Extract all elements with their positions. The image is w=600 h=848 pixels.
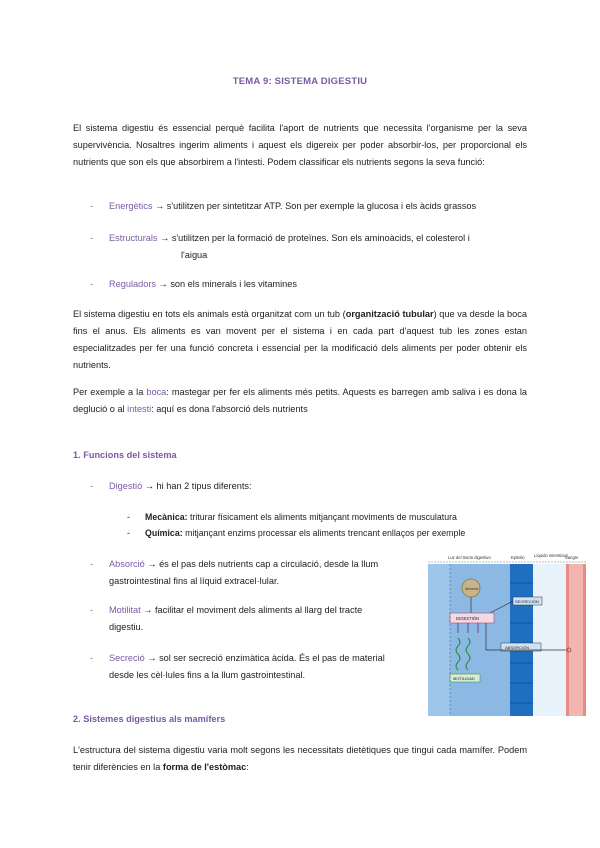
figure-header-blood: Sangre [565, 555, 579, 560]
tube-paragraph [73, 306, 527, 374]
item-text-cont: digestiu. [109, 622, 144, 632]
bullet-dash: - [90, 201, 94, 211]
sub-list-item [127, 526, 527, 541]
section-heading-1: 1. Funcions del sistema [73, 450, 177, 460]
bullet-dash: - [90, 279, 94, 289]
page-title: TEMA 9: SISTEMA DIGESTIU [232, 76, 368, 87]
list-item [90, 602, 412, 636]
term-boca: boca [146, 387, 167, 397]
term-digestio: Digestió [109, 481, 143, 491]
arrow-icon: → [144, 481, 154, 491]
item-text: és el pas dels nutrients cap a circulació, desde la llum [159, 559, 379, 569]
list-item [90, 650, 412, 684]
term-regulators: Reguladors [109, 279, 156, 289]
item-text-cont: gastrointestinal fins al líquid extracel·lular. [109, 576, 280, 586]
text-run: triturar físicament els aliments mitjançant moviments de musculatura [187, 512, 457, 522]
item-text-cont: l'aigua [181, 250, 208, 260]
arrow-icon: → [160, 233, 170, 243]
arrow-icon: → [143, 605, 153, 615]
figure-header-lumen: Luz del tracto digestivo [448, 555, 491, 560]
intro-paragraph: El sistema digestiu és essencial perquè facilita l'aport de nutrients que necessita l'organisme per la seva supervivència. Nosaltres ingerim aliments i aquest els digereix per poder absorbir-los, per proporcional els nutrients que son els que absorbirem a l'intesti. Podem classificar els nutrients segons la seva funció: [73, 123, 527, 167]
example-paragraph [73, 384, 527, 418]
item-text: sol ser secreció enzimàtica àcida. És el pas de material [159, 653, 385, 663]
bold-term: Mecànica: [145, 512, 188, 522]
item-text: hi han 2 tipus diferents: [156, 481, 252, 491]
term-energetics: Energètics [109, 201, 153, 211]
bullet-dash: - [90, 559, 94, 569]
text-run: ) que va desde la boca fins el anus. Els aliments es van movent per el sistema i en cada part d'aquest tub les zones estan especialitzades per fer una funció concreta i essencial per la modificació dels aliments per poder obtenir els nutrients. [73, 309, 527, 370]
item-text: son els minerals i les vitamines [170, 279, 297, 289]
absorption-label: ABSORCIÓN [505, 645, 530, 650]
interstitial-region [533, 564, 566, 716]
section-heading-2: 2. Sistemes digestius als mamífers [73, 714, 226, 724]
bullet-dash: - [127, 528, 130, 538]
item-text: s'utilitzen per sintetitzar ATP. Son per exemple la glucosa i els àcids grassos [166, 201, 477, 211]
bullet-dash: - [127, 512, 130, 522]
text-run: : aquí es dona l'absorció dels nutrients [151, 404, 308, 414]
bold-term: forma de l'estòmac [162, 762, 247, 772]
item-text: facilitar el moviment dels aliments al llarg del tracte [154, 605, 363, 615]
text-run: : [246, 762, 249, 772]
item-text: s'utilitzen per la formació de proteïnes. Son els aminoàcids, el colesterol i [171, 233, 470, 243]
term-absorcio: Absorció [109, 559, 145, 569]
text-run: L'estructura del sistema digestiu varia molt segons les necessitats dietètiques que tingui cada mamífer. Podem tenir diferències en la [73, 745, 527, 772]
final-paragraph [73, 742, 527, 776]
list-item [90, 276, 527, 293]
bullet-dash: - [90, 605, 94, 615]
bold-term: Química: [145, 528, 183, 538]
figure-header-epithelium: Epitelio [511, 555, 525, 560]
text-run: El sistema digestiu en tots els animals està organitzat com un tub ( [73, 309, 346, 319]
bullet-dash: - [90, 481, 94, 491]
arrow-icon: → [147, 559, 157, 569]
epithelium-region [510, 564, 533, 716]
bullet-dash: - [90, 233, 94, 243]
arrow-icon: → [154, 201, 165, 211]
text-run: mitjançant enzims processar els aliments trencant enllaços per exemple [182, 528, 466, 538]
list-item [90, 198, 527, 215]
item-text-cont: desde les cèl·lules fins a la llum gastrointestinal. [109, 670, 306, 680]
term-intesti: intesti [127, 404, 152, 414]
secretion-label: SECRECIÓN [515, 599, 539, 604]
arrow-icon: → [158, 279, 168, 289]
list-item [90, 478, 527, 495]
text-run: : mastegar per fer els aliments més petits. Aquests es barregen amb saliva i es dona la deglució o al [73, 387, 528, 414]
bold-term: organització tubular [345, 309, 434, 319]
text-run: Per exemple a la [73, 387, 147, 397]
food-label: Alimento [465, 587, 479, 591]
digestion-label: DIGESTIÓN [456, 616, 480, 621]
list-item [90, 230, 527, 264]
arrow-icon: → [147, 653, 157, 663]
figure-header-interstitial: Líquido intersticial [534, 553, 568, 558]
motility-label: MOTILIDAD [453, 676, 475, 681]
bullet-dash: - [90, 653, 94, 663]
sub-list-item [127, 510, 527, 525]
term-motilitat: Motilitat [109, 605, 141, 615]
digestive-process-figure [428, 553, 586, 716]
term-secrecio: Secreció [109, 653, 145, 663]
term-structural: Estructurals [109, 233, 158, 243]
list-item [90, 556, 412, 590]
